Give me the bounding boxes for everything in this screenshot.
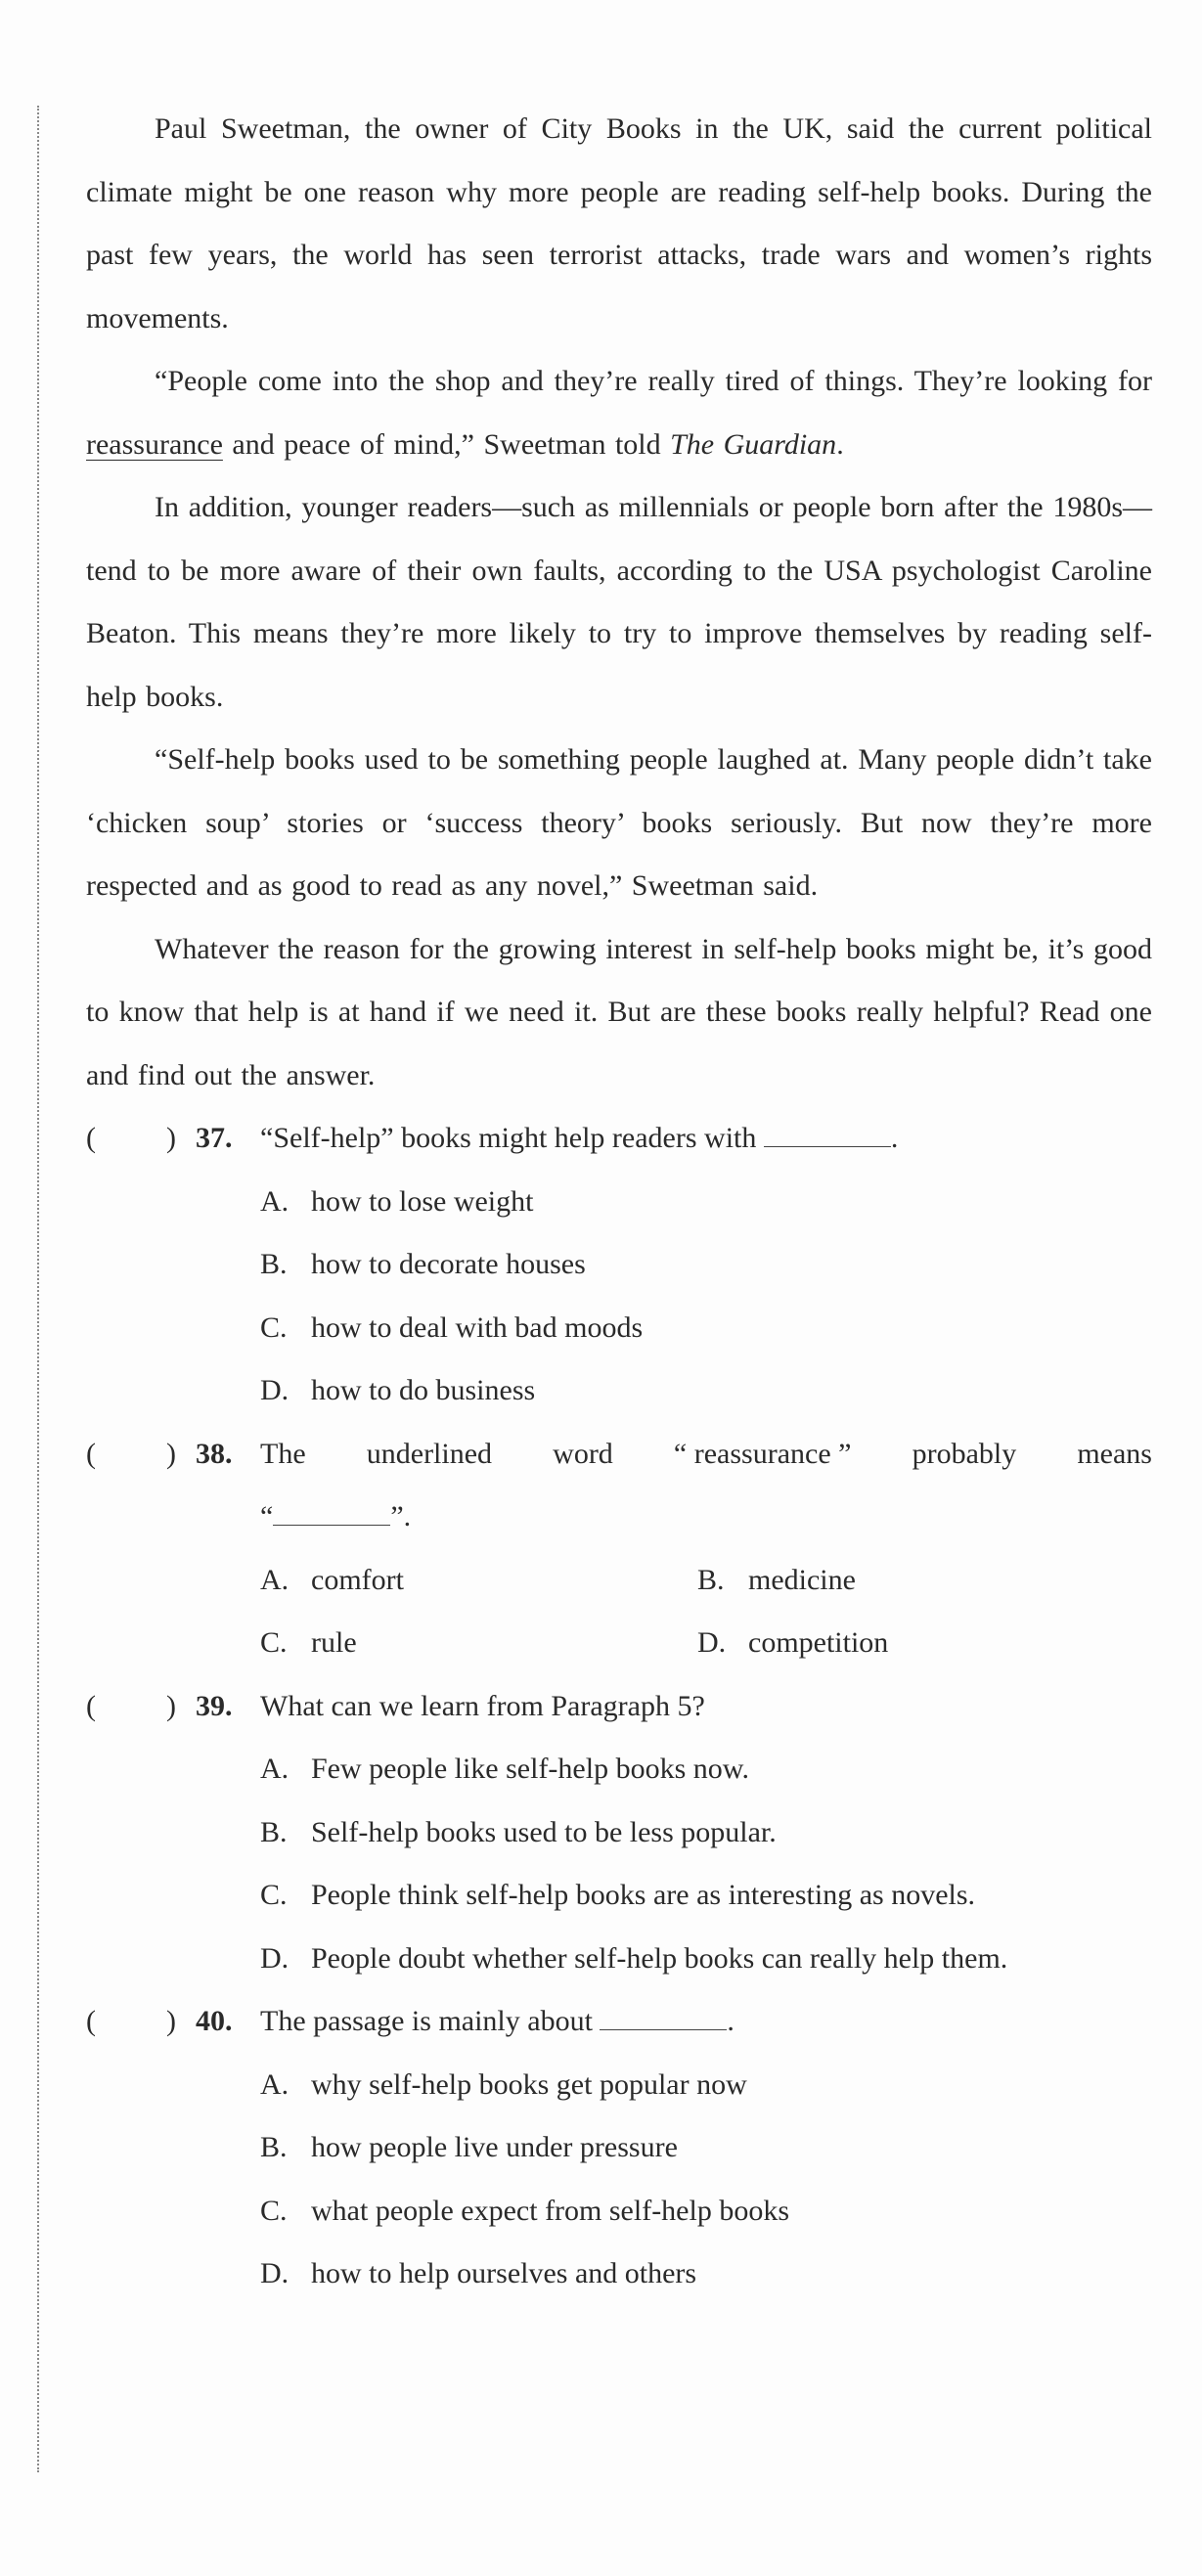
reading-passage <box>86 98 1152 1107</box>
option-b[interactable] <box>260 2116 1152 2180</box>
option-text: why self-help books get popular now <box>311 2067 747 2101</box>
option-a[interactable] <box>260 1549 697 1613</box>
option-a[interactable] <box>260 2054 1152 2117</box>
option-text: how to do business <box>311 1374 536 1406</box>
option-d[interactable] <box>260 1359 1152 1423</box>
question-number: 39. <box>196 1689 233 1722</box>
options-list <box>86 1171 1152 1423</box>
option-b[interactable] <box>260 1233 1152 1297</box>
option-text: what people expect from self-help books <box>311 2194 790 2227</box>
stem-word: underlined <box>366 1437 493 1470</box>
option-c[interactable] <box>260 2180 1152 2243</box>
option-letter: B. <box>697 1563 725 1596</box>
answer-blank[interactable] <box>600 2000 727 2030</box>
option-c[interactable] <box>260 1297 1152 1360</box>
option-text: how to decorate houses <box>311 1248 586 1280</box>
stem-word: The <box>260 1437 306 1470</box>
option-text: People doubt whether self-help books can really help them. <box>311 1941 1008 1975</box>
option-text: how to help ourselves and others <box>311 2257 697 2289</box>
answer-paren-open: ( <box>86 1689 96 1722</box>
passage-paragraph-2 <box>86 350 1152 476</box>
question-38 <box>86 1423 1152 1675</box>
options-list <box>86 1549 1152 1675</box>
option-letter: A. <box>260 1753 289 1785</box>
options-list <box>86 2054 1152 2306</box>
option-text: competition <box>748 1626 889 1659</box>
option-letter: D. <box>697 1626 727 1659</box>
option-letter: C. <box>260 1879 288 1911</box>
question-stem-text: What can we learn from Paragraph 5? <box>260 1689 705 1722</box>
quote-close: ”. <box>390 1500 412 1532</box>
question-37 <box>86 1107 1152 1423</box>
underlined-word-reassurance: reassurance <box>86 427 223 461</box>
option-b[interactable] <box>697 1549 1135 1613</box>
option-d[interactable] <box>260 2243 1152 2306</box>
answer-blank[interactable] <box>764 1117 891 1147</box>
options-row-1 <box>260 1549 1152 1613</box>
quote-open: “ <box>260 1500 274 1532</box>
answer-paren-close[interactable]: ) <box>166 1437 176 1470</box>
question-stem-line-2 <box>260 1486 1152 1549</box>
option-text: how to deal with bad moods <box>311 1310 644 1344</box>
question-stem-end: . <box>727 2005 735 2037</box>
option-letter: A. <box>260 1184 289 1218</box>
passage-paragraph-4: “Self-help books used to be something people laughed at. Many people didn’t take ‘chicken soup’ stories or ‘success theory’ books seriously. But now they’re more respected and as good to read as any novel,” Sweetman said. <box>86 743 1152 902</box>
option-text: rule <box>311 1626 357 1659</box>
binding-margin-line <box>37 106 39 2472</box>
paragraph-2-text-end: . <box>836 427 844 461</box>
option-text: how to lose weight <box>311 1184 534 1218</box>
option-a[interactable] <box>260 1738 1152 1801</box>
option-letter: D. <box>260 2257 289 2289</box>
question-stem-end: . <box>890 1122 899 1154</box>
option-text: Few people like self-help books now. <box>311 1753 749 1785</box>
option-letter: B. <box>260 1815 288 1848</box>
question-stem <box>86 1107 1152 1171</box>
question-stem-text: “Self-help” books might help readers with <box>260 1122 764 1154</box>
question-39 <box>86 1675 1152 1991</box>
exam-page <box>86 98 1152 2306</box>
answer-paren-close[interactable]: ) <box>166 1689 176 1722</box>
option-letter: B. <box>260 2131 288 2163</box>
question-number: 37. <box>196 1122 233 1154</box>
question-stem-line-1 <box>260 1423 1152 1487</box>
options-row-2 <box>260 1612 1152 1675</box>
answer-paren-close[interactable]: ) <box>166 1122 176 1154</box>
stem-word: means <box>1077 1437 1152 1470</box>
option-letter: C. <box>260 1626 288 1659</box>
option-d[interactable] <box>260 1928 1152 1991</box>
paragraph-2-text-start: “People come into the shop and they’re really tired of things. They’re looking for <box>155 365 1152 397</box>
option-letter: A. <box>260 2067 289 2101</box>
question-number: 40. <box>196 2005 233 2037</box>
option-letter: D. <box>260 1374 289 1406</box>
stem-word: probably <box>912 1437 1017 1470</box>
passage-paragraph-5: Whatever the reason for the growing interest in self-help books might be, it’s good to know that help is at hand if we need it. But are these books really helpful? Read one and find out the answer. <box>86 932 1152 1091</box>
answer-blank[interactable] <box>273 1495 390 1526</box>
question-number: 38. <box>196 1437 233 1470</box>
question-stem <box>86 1675 1152 1739</box>
stem-word: “ reassurance ” <box>673 1437 852 1470</box>
option-letter: C. <box>260 2194 288 2227</box>
answer-paren-open: ( <box>86 2005 96 2037</box>
stem-word: word <box>553 1437 613 1470</box>
option-text: how people live under pressure <box>311 2131 678 2163</box>
answer-paren-open: ( <box>86 1122 96 1154</box>
answer-paren-open: ( <box>86 1437 96 1470</box>
option-letter: C. <box>260 1310 288 1344</box>
question-stem <box>86 1990 1152 2054</box>
passage-paragraph-3: In addition, younger readers—such as millennials or people born after the 1980s—tend to be more aware of their own faults, according to the USA psychologist Caroline Beaton. This means they’re more likely to try to improve themselves by reading self-help books. <box>86 491 1152 713</box>
option-d[interactable] <box>697 1612 1135 1675</box>
question-stem-text: The passage is mainly about <box>260 2005 601 2037</box>
option-text: People think self-help books are as interesting as novels. <box>311 1879 976 1911</box>
option-text: medicine <box>748 1563 856 1596</box>
question-stem <box>86 1423 1152 1549</box>
option-b[interactable] <box>260 1801 1152 1865</box>
source-the-guardian: The Guardian <box>670 427 837 461</box>
paragraph-2-text-middle: and peace of mind,” Sweetman told <box>222 427 671 461</box>
option-a[interactable] <box>260 1171 1152 1234</box>
passage-paragraph-1: Paul Sweetman, the owner of City Books in the UK, said the current political climate might be one reason why more people are reading self-help books. During the past few years, the world has seen terrorist attacks, trade wars and women’s rights movements. <box>86 112 1152 334</box>
answer-paren-close[interactable]: ) <box>166 2005 176 2037</box>
options-list <box>86 1738 1152 1990</box>
option-c[interactable] <box>260 1864 1152 1928</box>
option-c[interactable] <box>260 1612 697 1675</box>
option-letter: B. <box>260 1248 288 1280</box>
option-letter: A. <box>260 1563 289 1596</box>
option-text: comfort <box>311 1563 404 1596</box>
option-text: Self-help books used to be less popular. <box>311 1815 777 1848</box>
option-letter: D. <box>260 1941 289 1975</box>
question-40 <box>86 1990 1152 2306</box>
